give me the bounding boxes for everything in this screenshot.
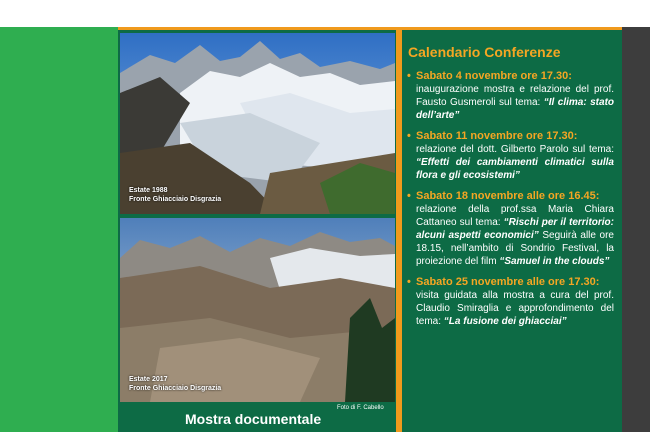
bullet-icon: • [407, 130, 411, 142]
event-description: inaugurazione mostra e relazione del prof. Fausto Gusmeroli sul tema: “Il clima: stato dell’arte” [416, 84, 615, 121]
bullet-icon: • [407, 276, 411, 288]
left-green-band [0, 27, 118, 432]
event-description: visita guidata alla mostra a cura del prof. Claudio Smiraglia e approfondimento del tema: “La fusione dei ghiacciai” [416, 290, 614, 327]
orange-divider [396, 30, 402, 432]
event-date: Sabato 11 novembre ore 17.30: [416, 130, 578, 142]
bullet-icon: • [407, 190, 411, 202]
event-item [406, 70, 614, 122]
glacier-photo-1988 [120, 33, 395, 214]
event-description: relazione della prof.ssa Maria Chiara Cattaneo sul tema: “Rischi per il territorio: alcuni aspetti economici” Seguirà alle ore 18.15, nell’ambito di Sondrio Festival, la proiezione del film “Samuel in the clouds” [416, 204, 614, 267]
exhibit-label: Mostra documentale [185, 411, 322, 427]
event-item [406, 190, 614, 268]
right-dark-band [622, 27, 650, 432]
calendar-panel [406, 30, 614, 336]
event-date: Sabato 18 novembre alle ore 16.45: [416, 190, 600, 202]
glacier-photo-2017 [120, 218, 395, 402]
photo-caption-2017: Estate 2017 Fronte Ghiacciaio Disgrazia [129, 376, 222, 392]
event-date: Sabato 4 novembre ore 17.30: [416, 70, 572, 82]
event-date: Sabato 25 novembre alle ore 17.30: [416, 276, 600, 288]
event-description: relazione del dott. Gilberto Parolo sul tema: “Effetti dei cambiamenti climatici sulla flora e gli ecosistemi” [416, 144, 614, 181]
calendar-title: Calendario Conferenze [408, 44, 561, 60]
event-item [406, 276, 614, 328]
photo-caption-1988: Estate 1988 Fronte Ghiacciaio Disgrazia [129, 187, 222, 203]
photo-credit: Foto di F. Cabello [337, 405, 384, 411]
bullet-icon: • [407, 70, 411, 82]
event-item [406, 130, 614, 182]
